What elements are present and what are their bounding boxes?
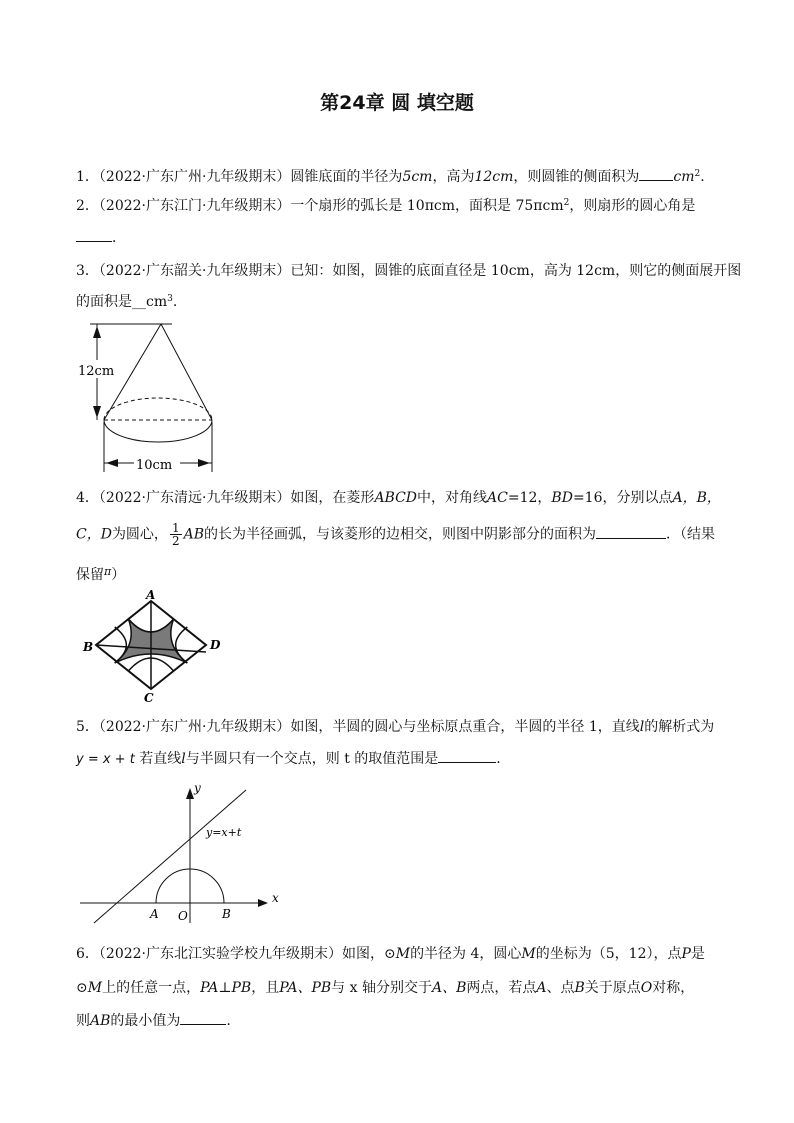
rhombus-figure bbox=[80, 588, 230, 704]
q5-line2a: 若直线 bbox=[139, 751, 182, 767]
q1-unit: cm bbox=[673, 169, 695, 185]
question-3-line2 bbox=[76, 292, 177, 312]
width-arrow-left bbox=[106, 459, 118, 467]
q6-line1b: 的半径为 4，圆心 bbox=[410, 946, 522, 962]
question-4-line3 bbox=[76, 562, 125, 585]
q6-line3-end: . bbox=[226, 1013, 231, 1029]
q6-o-pt: O bbox=[640, 980, 653, 996]
q4-bd: BD bbox=[551, 490, 573, 506]
q6-m3: M bbox=[87, 980, 103, 996]
q6-line2c: ，且 bbox=[251, 980, 280, 996]
question-6 bbox=[76, 944, 705, 964]
q5-line2-end: . bbox=[496, 751, 501, 767]
q6-ab-pts: A、B bbox=[431, 980, 467, 996]
question-4-line2 bbox=[76, 522, 715, 547]
q1-mid: ，高为 bbox=[432, 169, 475, 185]
q6-line2h: 对称， bbox=[652, 980, 695, 996]
q6-line2d: 与 x 轴分别交于 bbox=[331, 980, 432, 996]
q6-m2: M bbox=[521, 946, 536, 962]
q2-end: ． bbox=[112, 230, 126, 246]
q3-line2a: 的面积是__cm bbox=[76, 294, 168, 310]
q4-line1c: ，分别以点 bbox=[602, 490, 673, 506]
q6-line2f: 、点 bbox=[546, 980, 575, 996]
q4-line3: 保留 bbox=[76, 567, 104, 583]
cone-base-back bbox=[104, 398, 212, 420]
q4-frac-den: 2 bbox=[171, 534, 180, 548]
q5-l: l bbox=[639, 719, 645, 735]
q6-b-pt: B bbox=[574, 980, 585, 996]
q4-fraction bbox=[170, 522, 182, 547]
question-4: 4．（2022·广东清远·九年级期末）如图，在菱形ABCD中，对角线AC=12，BD=16，分别以点A，B， bbox=[76, 490, 721, 506]
cone-right-edge bbox=[161, 324, 212, 420]
q2-sup: 2 bbox=[563, 198, 570, 208]
q4-line1b: 中，对角线 bbox=[417, 490, 488, 506]
q6-line3a: 则 bbox=[76, 1013, 90, 1029]
q6-line2e: 两点，若点 bbox=[466, 980, 537, 996]
q4-line2d: ．（结果 bbox=[665, 526, 715, 543]
q3-sup: 3 bbox=[167, 294, 173, 304]
height-arrow-down bbox=[93, 406, 101, 418]
q5-line1b: 的解析式为 bbox=[644, 719, 715, 735]
point-a-label: A bbox=[150, 907, 159, 921]
page-title: 第24章 圆 填空题 bbox=[320, 92, 474, 114]
q5-answer-blank[interactable] bbox=[438, 748, 496, 763]
q4-pi: π bbox=[104, 565, 112, 578]
q1-lead: 1．（2022·广东广州·九年级期末）圆锥底面的半径为 bbox=[76, 169, 403, 185]
question-5 bbox=[76, 717, 714, 737]
question-1 bbox=[76, 166, 705, 187]
q4-points: A，B， bbox=[672, 490, 721, 506]
question-6-line3 bbox=[76, 1010, 231, 1031]
q5-line1a: 5．（2022·广东广州·九年级期末）如图，半圆的圆心与坐标原点重合，半圆的半径 1，直线 bbox=[76, 719, 640, 735]
y-axis-arrow bbox=[186, 788, 194, 799]
question-6-line2 bbox=[76, 978, 694, 998]
point-b-label: B bbox=[222, 907, 231, 921]
height-label: 12cm bbox=[78, 364, 115, 379]
q3-line2b: . bbox=[172, 294, 178, 310]
line-equation-label: y=x+t bbox=[206, 826, 242, 839]
q1-unit-sup: 2 bbox=[694, 169, 701, 179]
q6-a-pt: A bbox=[536, 980, 547, 996]
x-axis-arrow bbox=[258, 899, 268, 907]
label-a: A bbox=[146, 588, 156, 602]
y-axis-label: y bbox=[194, 781, 201, 795]
q6-line1c: 的坐标为（5，12），点 bbox=[535, 946, 682, 962]
q4-line2b: 为圆心， bbox=[111, 526, 168, 543]
q2-line1: 2．（2022·广东江门·九年级期末）一个扇形的弧长是 10πcm，面积是 75πcm bbox=[76, 198, 564, 214]
q1-tail: ，则圆锥的侧面积为 bbox=[513, 169, 640, 185]
q1-end: . bbox=[700, 169, 705, 185]
q6-line1a: 6．（2022·广东北江实验学校九年级期末）如图，⊙ bbox=[76, 946, 396, 962]
label-c: C bbox=[144, 691, 154, 704]
cone-figure bbox=[76, 318, 226, 476]
width-arrow-right bbox=[198, 459, 210, 467]
question-2-line2 bbox=[76, 227, 126, 248]
q2-line1-tail: ，则扇形的圆心角是 bbox=[569, 198, 696, 214]
q5-l2: l bbox=[181, 751, 186, 767]
question-2 bbox=[76, 196, 695, 216]
q5-formula: y = x + t bbox=[76, 752, 135, 767]
q4-bd-val: =16 bbox=[572, 490, 603, 506]
q1-radius: 5cm bbox=[402, 169, 433, 185]
width-label: 10cm bbox=[136, 458, 173, 473]
q6-papb: PA、PB bbox=[279, 980, 332, 996]
height-arrow-up bbox=[93, 326, 101, 338]
q4-frac-num: 1 bbox=[171, 521, 180, 535]
cone-base-front bbox=[104, 420, 212, 442]
q6-line1d: 是 bbox=[690, 946, 705, 962]
q4-cd: C，D bbox=[76, 526, 112, 543]
label-b: B bbox=[83, 640, 94, 654]
q4-answer-blank[interactable] bbox=[596, 524, 666, 539]
question-5-line2 bbox=[76, 748, 501, 770]
q4-line3-end: ） bbox=[111, 567, 126, 583]
label-d: D bbox=[210, 638, 221, 652]
q6-line2b: 上的任意一点， bbox=[102, 980, 201, 996]
q6-p: P bbox=[681, 946, 691, 962]
q6-answer-blank[interactable] bbox=[180, 1010, 226, 1025]
coordinate-figure bbox=[76, 778, 288, 924]
q1-answer-blank[interactable] bbox=[639, 166, 673, 181]
question-3 bbox=[76, 261, 741, 281]
q6-line2g: 关于原点 bbox=[584, 980, 641, 996]
q4-line1a: 4．（2022·广东清远·九年级期末）如图，在菱形 bbox=[76, 490, 375, 506]
q6-m: M bbox=[395, 946, 411, 962]
q4-ab: AB bbox=[183, 526, 204, 543]
q1-height: 12cm bbox=[474, 169, 514, 185]
q6-line3b: 的最小值为 bbox=[110, 1013, 181, 1029]
q2-answer-blank[interactable] bbox=[76, 227, 112, 242]
q3-line1: 3．（2022·广东韶关·九年级期末）已知：如图，圆锥的底面直径是 10cm，高为 12cm，则它的侧面展开图 bbox=[76, 263, 742, 279]
q6-perp: PA⊥PB bbox=[200, 980, 252, 996]
q5-line2b: 与半圆只有一个交点，则 t 的取值范围是 bbox=[185, 751, 439, 767]
q6-ab: AB bbox=[90, 1013, 111, 1029]
q4-abcd: ABCD bbox=[374, 490, 418, 506]
q4-line2c: 的长为半径画弧，与该菱形的边相交，则图中阴影部分的面积为 bbox=[203, 526, 596, 543]
q4-ac: AC bbox=[487, 490, 508, 506]
q4-ac-val: =12 bbox=[507, 490, 538, 506]
x-axis-label: x bbox=[272, 891, 279, 905]
origin-label: O bbox=[178, 909, 188, 923]
q6-line2a: ⊙ bbox=[76, 980, 88, 996]
